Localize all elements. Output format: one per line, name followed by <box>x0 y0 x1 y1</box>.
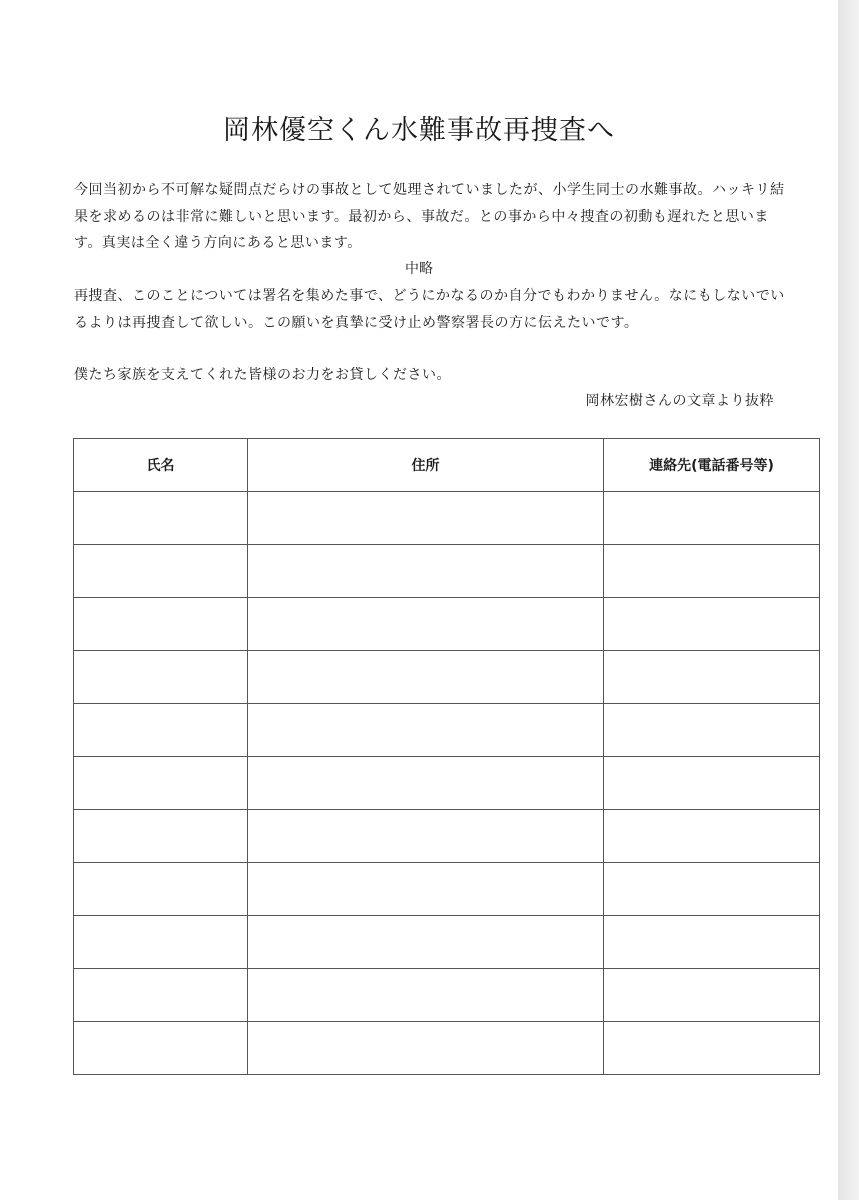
name-cell[interactable] <box>74 810 248 863</box>
address-cell[interactable] <box>248 545 604 598</box>
contact-cell[interactable] <box>604 810 820 863</box>
address-cell[interactable] <box>248 916 604 969</box>
name-cell[interactable] <box>74 863 248 916</box>
name-cell[interactable] <box>74 492 248 545</box>
contact-cell[interactable] <box>604 969 820 1022</box>
name-cell[interactable] <box>74 1022 248 1075</box>
intro-paragraph: 今回当初から不可解な疑問点だらけの事故として処理されていましたが、小学生同士の水難事故。ハッキリ結果を求めるのは非常に難しいと思います。最初から、事故だ。との事から中々捜査の初動も遅れたと思います。真実は全く違う方向にあると思います。 <box>74 182 785 251</box>
source-note: 岡林宏樹さんの文章より抜粋 <box>585 393 774 409</box>
omitted-marker: 中略 <box>405 261 433 277</box>
signature-row <box>74 492 820 545</box>
name-cell[interactable] <box>74 704 248 757</box>
contact-cell[interactable] <box>604 545 820 598</box>
signature-row <box>74 704 820 757</box>
name-cell[interactable] <box>74 757 248 810</box>
appeal-paragraph: 僕たち家族を支えてくれた皆様のお力をお貸しください。 <box>74 367 451 383</box>
address-cell[interactable] <box>248 651 604 704</box>
contact-cell[interactable] <box>604 598 820 651</box>
signature-row <box>74 969 820 1022</box>
signature-row <box>74 545 820 598</box>
contact-cell[interactable] <box>604 492 820 545</box>
name-cell[interactable] <box>74 651 248 704</box>
name-cell[interactable] <box>74 916 248 969</box>
request-paragraph: 再捜査、このことについては署名を集めた事で、どうにかなるのか自分でもわかりません。なにもしないでいるよりは再捜査して欲しい。この願いを真摯に受け止め警察署長の方に伝えたいです。 <box>74 288 785 331</box>
address-cell[interactable] <box>248 492 604 545</box>
signature-table-header <box>74 439 820 492</box>
signature-row <box>74 1022 820 1075</box>
header-address: 住所 <box>248 439 604 492</box>
signature-row <box>74 598 820 651</box>
contact-cell[interactable] <box>604 863 820 916</box>
page-edge <box>838 0 859 1200</box>
name-cell[interactable] <box>74 598 248 651</box>
signature-table <box>73 438 820 1075</box>
address-cell[interactable] <box>248 1022 604 1075</box>
signature-row <box>74 916 820 969</box>
contact-cell[interactable] <box>604 1022 820 1075</box>
signature-row <box>74 810 820 863</box>
signature-row <box>74 651 820 704</box>
signature-row <box>74 863 820 916</box>
header-name: 氏名 <box>74 439 248 492</box>
contact-cell[interactable] <box>604 704 820 757</box>
signature-rows <box>74 492 820 1075</box>
address-cell[interactable] <box>248 863 604 916</box>
address-cell[interactable] <box>248 598 604 651</box>
address-cell[interactable] <box>248 704 604 757</box>
address-cell[interactable] <box>248 810 604 863</box>
address-cell[interactable] <box>248 969 604 1022</box>
contact-cell[interactable] <box>604 916 820 969</box>
document-title: 岡林優空くん水難事故再捜査へ <box>223 115 615 146</box>
address-cell[interactable] <box>248 757 604 810</box>
contact-cell[interactable] <box>604 757 820 810</box>
signature-row <box>74 757 820 810</box>
name-cell[interactable] <box>74 969 248 1022</box>
name-cell[interactable] <box>74 545 248 598</box>
header-contact: 連絡先(電話番号等) <box>604 439 820 492</box>
contact-cell[interactable] <box>604 651 820 704</box>
